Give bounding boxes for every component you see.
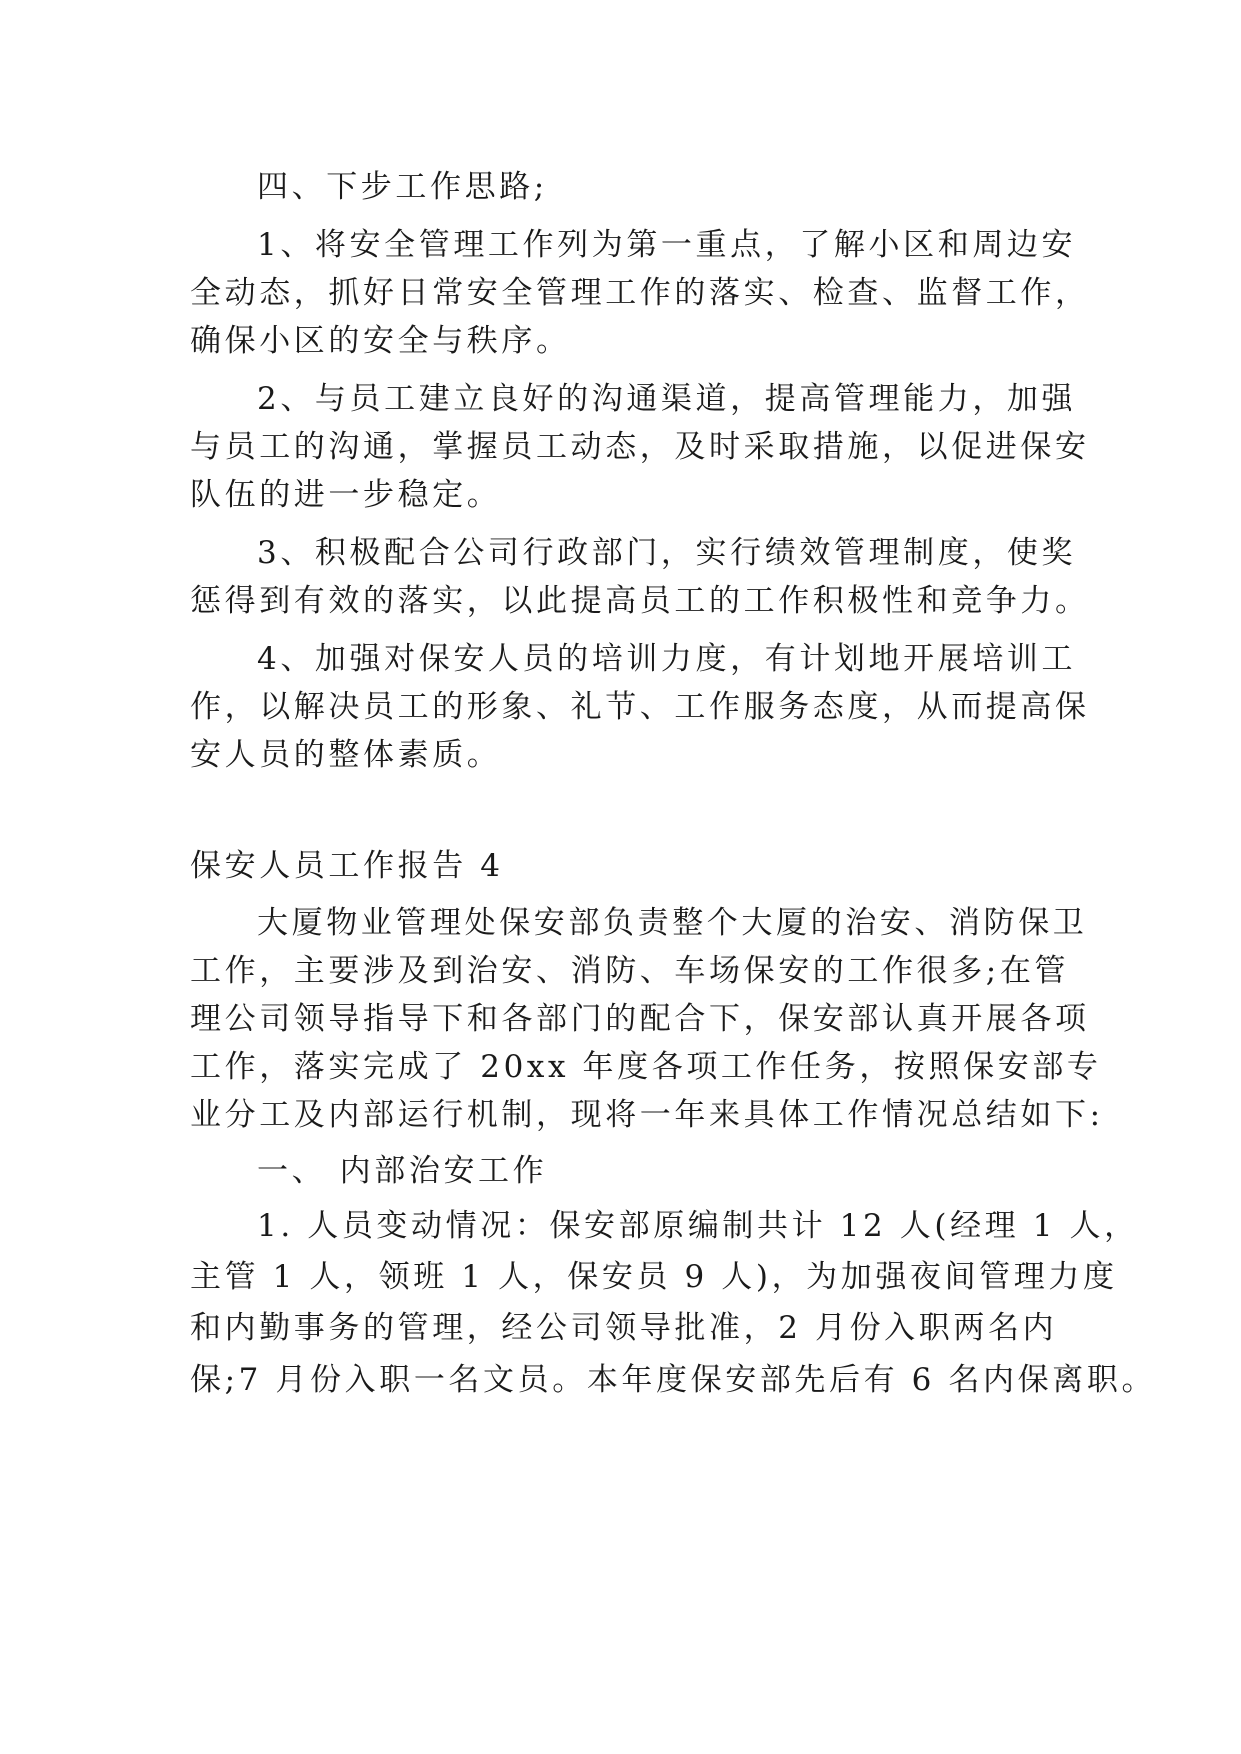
paragraph-line: 2、与员工建立良好的沟通渠道，提高管理能力，加强 [257, 381, 1077, 417]
section-title: 保安人员工作报告 4 [190, 848, 504, 884]
paragraph-line: 惩得到有效的落实，以此提高员工的工作积极性和竞争力。 [190, 583, 1090, 619]
paragraph-line: 作，以解决员工的形象、礼节、工作服务态度，从而提高保 [190, 689, 1090, 725]
paragraph-line: 4、加强对保安人员的培训力度，有计划地开展培训工 [257, 641, 1077, 677]
paragraph-line: 1. 人员变动情况：保安部原编制共计 12 人(经理 1 人， [257, 1208, 1139, 1244]
subheading-internal-security: 一、 内部治安工作 [257, 1153, 548, 1189]
paragraph-line: 与员工的沟通，掌握员工动态，及时采取措施，以促进保安 [190, 429, 1090, 465]
heading-next-steps: 四、下步工作思路; [257, 169, 548, 205]
paragraph-line: 队伍的进一步稳定。 [190, 477, 502, 513]
paragraph-line: 3、积极配合公司行政部门，实行绩效管理制度，使奖 [257, 535, 1077, 571]
paragraph-line: 安人员的整体素质。 [190, 737, 502, 773]
paragraph-line: 主管 1 人，领班 1 人，保安员 9 人)，为加强夜间管理力度 [190, 1259, 1118, 1295]
paragraph-line: 1、将安全管理工作列为第一重点，了解小区和周边安 [257, 227, 1077, 263]
paragraph-line: 工作，主要涉及到治安、消防、车场保安的工作很多;在管 [190, 953, 1070, 989]
paragraph-line: 大厦物业管理处保安部负责整个大厦的治安、消防保卫 [257, 905, 1088, 941]
paragraph-line: 和内勤事务的管理，经公司领导批准，2 月份入职两名内 [190, 1310, 1058, 1346]
paragraph-line: 工作，落实完成了 20xx 年度各项工作任务，按照保安部专 [190, 1049, 1102, 1085]
paragraph-line: 业分工及内部运行机制，现将一年来具体工作情况总结如下: [190, 1097, 1104, 1133]
paragraph-line: 保;7 月份入职一名文员。本年度保安部先后有 6 名内保离职。 [190, 1362, 1157, 1398]
paragraph-line: 确保小区的安全与秩序。 [190, 323, 571, 359]
paragraph-line: 全动态，抓好日常安全管理工作的落实、检查、监督工作， [190, 275, 1090, 311]
paragraph-line: 理公司领导指导下和各部门的配合下，保安部认真开展各项 [190, 1001, 1090, 1037]
